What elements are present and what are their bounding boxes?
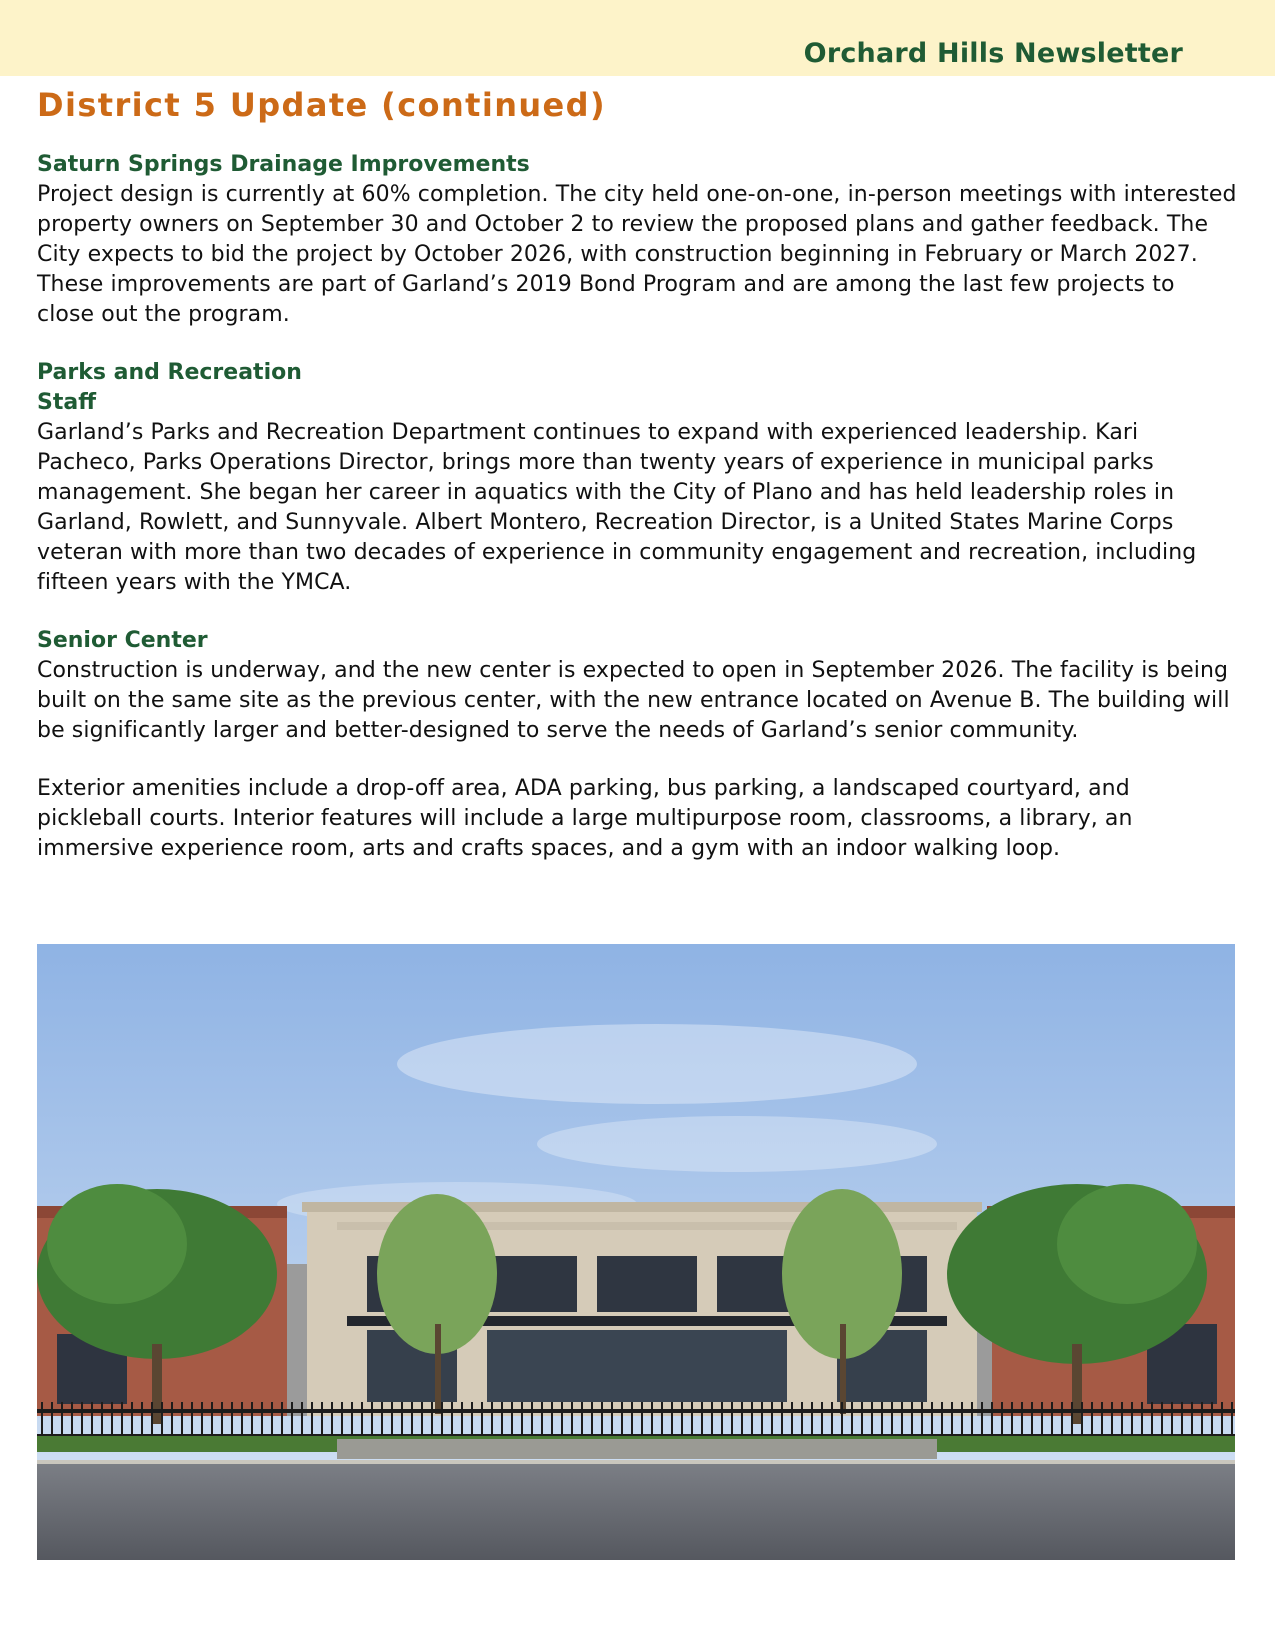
senior-center-paragraph-1: Construction is underway, and the new center is expected to open in September 2026. The facility is being built on the same site as the previous center, with the new entrance located on Avenue B. The building will be significantly larger and better-designed to serve the needs of Garland’s senior community. [37,658,1230,743]
staff-subheading: Staff [37,390,97,415]
parks-heading: Parks and Recreation [37,360,302,385]
staff-paragraph: Garland’s Parks and Recreation Department continues to expand with experienced leadership. Kari Pacheco, Parks Operations Director, brings more than twenty years of experience in municipal parks management. She began her career in aquatics with the City of Plano and has held leadership roles in Garland, Rowlett, and Sunnyvale. Albert Montero, Recreation Director, is a United States Marine Corps veteran with more than two decades of experience in community engagement and recreation, including fifteen years with the YMCA. [37,420,1197,595]
drainage-heading: Saturn Springs Drainage Improvements [37,152,530,177]
article-body [37,150,1237,864]
page-title: District 5 Update (continued) [37,86,606,124]
senior-center-subheading: Senior Center [37,628,208,653]
senior-center-paragraph-2: Exterior amenities include a drop-off area, ADA parking, bus parking, a landscaped courtyard, and pickleball courts. Interior features will include a large multipurpose room, classrooms, a library, an immersive experience room, arts and crafts spaces, and a gym with an indoor walking loop. [37,776,1133,861]
drainage-paragraph: Project design is currently at 60% completion. The city held one-on-one, in-person meetings with interested property owners on September 30 and October 2 to review the proposed plans and gather feedback. The City expects to bid the project by October 2026, with construction beginning in February or March 2027. These improvements are part of Garland’s 2019 Bond Program and are among the last few projects to close out the program. [37,182,1237,327]
senior-center-rendering-image [37,944,1235,1560]
newsletter-title: Orchard Hills Newsletter [803,38,1183,69]
header-banner [0,0,1275,76]
